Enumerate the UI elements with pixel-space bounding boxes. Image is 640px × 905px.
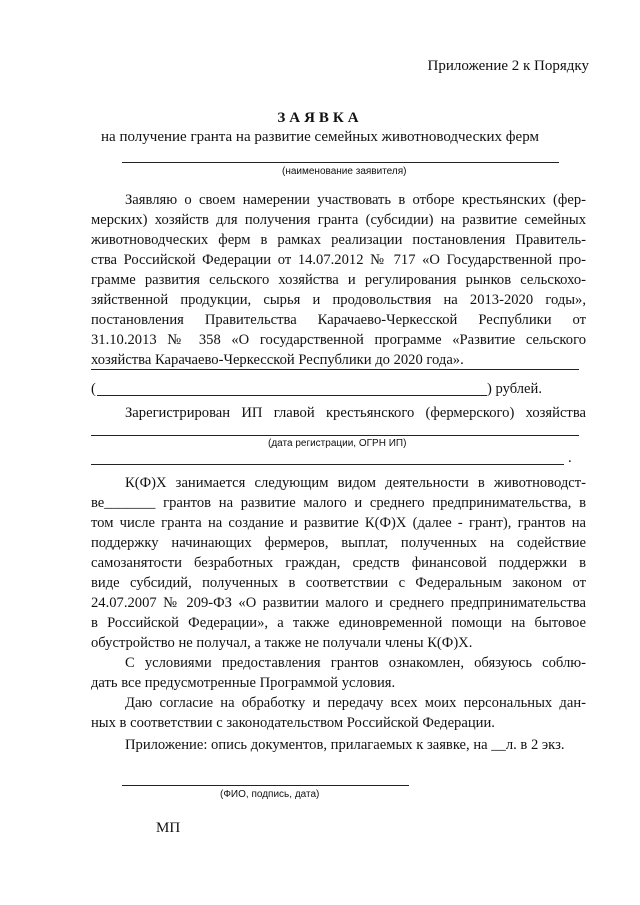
stamp-placeholder: МП [156,820,181,836]
activity-line: ве_______ грантов на развитие малого и среднего предпринимательства, в [91,495,586,511]
intent-line: грамме развития сельского хозяйства и регулирования рынков сельскохо- [91,272,586,288]
amount-open-paren: ( [91,381,96,397]
intent-line: зяйственной продукции, сырья и продовольствия на 2013-2020 годы», [91,292,586,308]
intent-line: 31.10.2013 № 358 «О государственной программе «Развитие сельского [91,332,586,348]
document-title: ЗАЯВКА [277,110,363,126]
activity-line: самозанятости безработных граждан, средств финансовой поддержки в [91,555,586,571]
registration-text: Зарегистрирован ИП главой крестьянского (фермерского) хозяйства [125,405,586,421]
conditions-line: С условиями предоставления грантов ознакомлен, обязуюсь соблю- [125,655,586,671]
signature-line[interactable] [122,785,409,786]
activity-line: обустройство не получал, а также не получали члены К(Ф)Х. [91,635,473,651]
activity-line: поддержку начинающих фермеров, выплат, полученных на содействие [91,535,586,551]
signature-caption: (ФИО, подпись, дата) [220,789,320,800]
intent-line: постановления Правительства Карачаево-Черкесской Республики от [91,312,586,328]
registration-extra-line[interactable] [91,464,564,465]
amount-input-line[interactable] [97,395,487,396]
applicant-name-caption: (наименование заявителя) [282,166,407,177]
registration-date-line[interactable] [91,435,579,436]
document-subtitle: на получение гранта на развитие семейных животноводческих ферм [101,129,539,145]
activity-line: виде субсидий, полученных в соответствии с Федеральным законом от [91,575,586,591]
activity-line: том числе гранта на создание и развитие К(Ф)Х (далее - грант), грантов на [91,515,586,531]
intent-line: животноводческих ферм в рамках реализации постановления Правитель- [91,232,586,248]
intent-line: хозяйства Карачаево-Черкесской Республики до 2020 года». [91,352,464,368]
consent-line: Даю согласие на обработку и передачу всех моих персональных дан- [125,695,586,711]
registration-period: . [568,450,572,466]
amount-currency-label: ) рублей. [487,381,542,397]
activity-line: К(Ф)Х занимается следующим видом деятельности в животноводст- [125,475,586,491]
intent-line: Заявляю о своем намерении участвовать в отборе крестьянских (фер- [125,192,586,208]
applicant-name-line[interactable] [122,162,559,163]
attachment-reference: Приложение 2 к Порядку [427,58,589,74]
intent-line: ства Российской Федерации от 14.07.2012 № 717 «О Государственной про- [91,252,586,268]
registration-caption: (дата регистрации, ОГРН ИП) [268,438,407,449]
attachments-line: Приложение: опись документов, прилагаемых к заявке, на __л. в 2 экз. [125,737,565,753]
activity-line: 24.07.2007 № 209-ФЗ «О развитии малого и среднего предпринимательства [91,595,586,611]
intent-line: мерских) хозяйств для получения гранта (субсидии) на развитие семейных [91,212,586,228]
amount-words-line[interactable] [91,369,579,370]
activity-line: в Российской Федерации», а также единовременной помощи на бытовое [91,615,586,631]
conditions-line: дать все предусмотренные Программой условия. [91,675,396,691]
consent-line: ных в соответствии с законодательством Российской Федерации. [91,715,495,731]
